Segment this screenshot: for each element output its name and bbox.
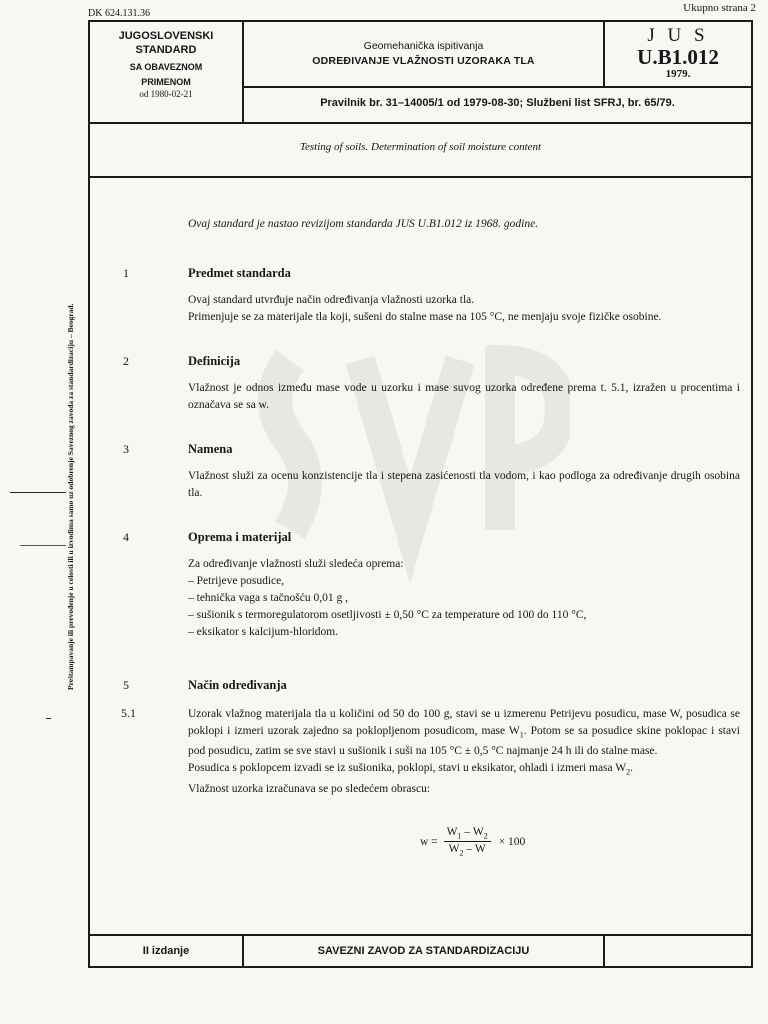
section-number: 1 (123, 266, 129, 280)
title-box (244, 22, 603, 88)
section-body (188, 292, 740, 326)
subject-area: Geomehanička ispitivanja (363, 40, 484, 52)
jus-label: J U S (647, 25, 709, 46)
standard-type-line: SA OBAVEZNOM (129, 62, 203, 72)
formula-term: W (448, 843, 460, 856)
subscript: 1 (519, 730, 524, 740)
subscript: 2 (483, 831, 488, 841)
equipment-item: – Petrijeve posudice, (188, 575, 285, 587)
standard-type-box (90, 22, 244, 124)
section-body: Vlažnost služi za ocenu konzistencije tla i stepena zasićenosti tla vodom, i kao podloga za određivanje drugih osobina tla. (188, 470, 740, 499)
section-number: 4 (123, 530, 129, 544)
section-title: Način određivanja (188, 678, 287, 692)
standard-type-line: STANDARD (135, 44, 197, 56)
document-title: ODREĐIVANJE VLAŽNOSTI UZORAKA TLA (312, 55, 535, 67)
procedure-paragraph: Posudica s poklopcem izvadi se iz sušionika, poklopi, stavi u eksikator, ohladi i izmeri masa W (188, 762, 627, 775)
doc-classification-code: DK 624.131.36 (88, 8, 150, 19)
unit-celsius: °C (489, 311, 503, 323)
equipment-item: – eksikator s kalcijum-hloridom. (188, 626, 339, 638)
revision-note: Ovaj standard je nastao revizijom standarda JUS U.B1.012 iz 1968. godine. (188, 218, 539, 230)
subscript: 2 (626, 767, 631, 777)
total-pages: Ukupno strana 2 (683, 2, 756, 14)
section-title: Oprema i materijal (188, 530, 292, 544)
subscript: 1 (457, 831, 462, 841)
equipment-intro: Za određivanje vlažnosti služi sledeća oprema: (188, 558, 404, 570)
formula-term: W (446, 826, 458, 838)
moisture-formula (420, 826, 525, 858)
formula-term: – W (463, 843, 486, 856)
reprint-notice: Preštampavanje ili prevođenje u celosti ili u izvodima samo uz odobrenje Saveznog zavoda za standardizaciju – Beograd. (66, 303, 75, 690)
formula-rhs: × 100 (498, 835, 526, 848)
section-number: 2 (123, 354, 129, 368)
formula-fraction (444, 826, 491, 858)
publisher-name: SAVEZNI ZAVOD ZA STANDARDIZACIJU (317, 945, 530, 957)
section-title: Namena (188, 442, 233, 456)
margin-rule (20, 545, 66, 546)
footer (90, 934, 751, 966)
decree-reference: Pravilnik br. 31–14005/1 od 1979-08-30; Službeni list SFRJ, br. 65/79. (244, 88, 751, 124)
section-title: Definicija (188, 354, 241, 368)
section-body: Vlažnost je odnos između mase vode u uzorku i mase suvog uzorka određene prema t. 5.1, izražen u procentima i označava se sa w. (188, 382, 740, 411)
standard-type-line: JUGOSLOVENSKI (118, 30, 214, 42)
margin-rule (10, 492, 66, 493)
subsection-number: 5.1 (121, 706, 136, 720)
section-body (188, 556, 740, 641)
procedure-paragraph: . (630, 762, 634, 775)
section-number: 5 (123, 678, 129, 692)
english-title: Testing of soils. Determination of soil moisture content (90, 124, 751, 178)
procedure-paragraph: Vlažnost uzorka izračunava se po sledećem obrascu: (188, 782, 431, 795)
procedure-paragraph: Uzorak vlažnog materijala tla u količini od 50 do 100 g, stavi se u izmerenu Petrijevu posudicu, mase W, posudica se poklopi i izmeri uzorak zajedno sa poklopljenom posudicom, mase W (188, 708, 740, 737)
formula-lhs: w = (420, 835, 438, 848)
procedure-text (188, 706, 740, 798)
standard-year: 1979. (665, 68, 691, 80)
procedure-paragraph: . Potom se sa posudice skine poklopac i stavi pod posudicu, zatim se sve stavi u sušionik i suši na 105 °C ± 0,5 °C najmanje 24 h ili do stalne mase. (188, 725, 740, 758)
margin-tick (46, 718, 51, 719)
formula-term: – W (461, 826, 484, 838)
body-line: Primenjuje se za materijale tla koji, sušeni do stalne mase na 105 (188, 311, 490, 323)
standard-number-box (603, 22, 751, 88)
body-line: , ne menjaju svoje fizičke osobine. (502, 311, 662, 323)
formula-numerator (444, 826, 491, 842)
subscript: 2 (459, 848, 464, 858)
standard-type-line: PRIMENOM (141, 77, 191, 87)
effective-date: od 1980-02-21 (139, 89, 193, 99)
section-number: 3 (123, 442, 129, 456)
section-title: Predmet standarda (188, 266, 291, 280)
footer-blank-cell (603, 936, 751, 966)
formula-denominator (449, 842, 486, 857)
standard-frame (88, 20, 753, 968)
standard-number: U.B1.012 (637, 45, 719, 69)
body-line: Ovaj standard utvrđuje način određivanja vlažnosti uzorka tla. (188, 294, 475, 306)
equipment-item: – sušionik s termoregulatorom osetljivosti ± 0,50 °C za temperature od 100 do 110 °C, (188, 609, 587, 621)
edition-label: II izdanje (90, 936, 244, 966)
equipment-item: – tehnička vaga s tačnošću 0,01 g , (188, 592, 348, 604)
